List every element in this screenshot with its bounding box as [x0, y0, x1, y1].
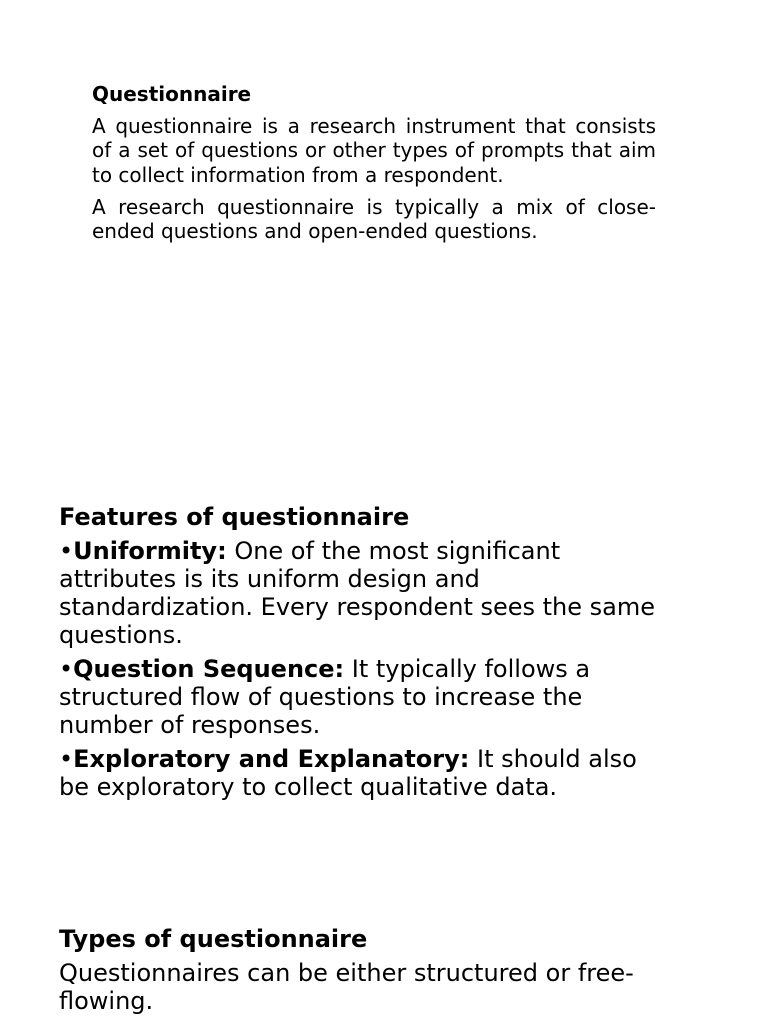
features-heading: Features of questionnaire — [59, 503, 410, 531]
feature-item-uniformity — [59, 537, 659, 649]
feature-term: Uniformity: — [73, 537, 227, 565]
bullet-icon: • — [59, 655, 74, 683]
feature-term: Exploratory and Explanatory: — [73, 745, 470, 773]
feature-term: Question Sequence: — [73, 655, 345, 683]
questionnaire-heading: Questionnaire — [92, 82, 252, 106]
feature-text: It should also be exploratory to collect qualitative data. — [59, 745, 637, 801]
features-section — [59, 503, 659, 807]
bullet-icon: • — [59, 745, 74, 773]
feature-text: It typically follows a structured flow of questions to increase the number of responses. — [59, 655, 591, 739]
feature-item-exploratory — [59, 745, 659, 801]
bullet-icon: • — [59, 537, 74, 565]
questionnaire-section — [92, 82, 656, 251]
feature-item-question-sequence — [59, 655, 659, 739]
feature-text: One of the most significant attributes is its uniform design and standardization. Every respondent sees the same questions. — [59, 537, 656, 649]
questionnaire-definition: A questionnaire is a research instrument that consists of a set of questions or other types of prompts that aim to collect information from a respondent. — [92, 114, 656, 187]
types-description: Questionnaires can be either structured or free-flowing. — [59, 959, 634, 1015]
types-section — [59, 925, 669, 1021]
questionnaire-mix-description: A research questionnaire is typically a mix of close-ended questions and open-ended questions. — [92, 194, 656, 244]
types-heading: Types of questionnaire — [59, 925, 368, 953]
